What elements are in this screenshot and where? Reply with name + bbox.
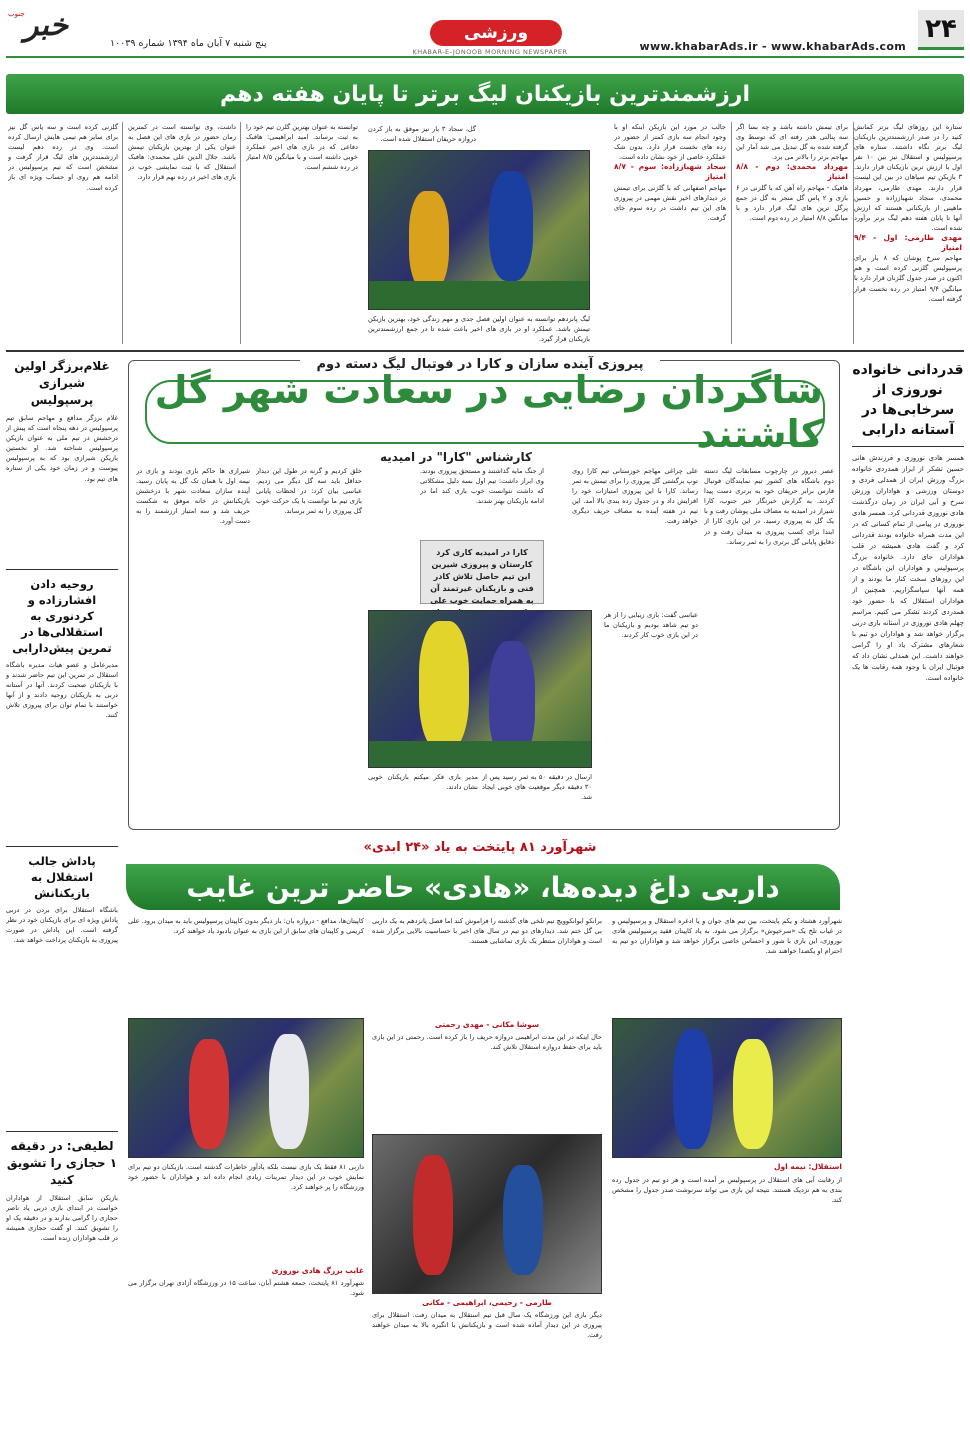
page-number: ۲۴ <box>918 10 964 50</box>
derby-title: داربی داغ دیده‌ها، «هادی» حاضر ترین غایب <box>126 864 840 910</box>
top-col-5: لیگ پانزدهم توانسته به عنوان اولین فصل جدی و مهم زندگی خود، بهترین بازیکن تیمش باشد. عملکرد او در بازی های اخیر باعث شده تا در جمع ارزشمندترین بازیکنان قرار گیرد. <box>368 315 590 344</box>
derby-sub1: استقلال: نیمه اول <box>773 1162 842 1171</box>
derby-kicker: شهرآورد ۸۱ پایتخت به یاد «۲۴ ابدی» <box>363 840 597 855</box>
side-head-thanks: قدردانی خانواده نوروزی از سرخابی‌ها در آستانه دارابی <box>852 362 964 438</box>
side-head-afsharzadeh: روحیه دادن افشارزاده و کردنوری به استقلالی‌ها در تمرین پیش‌دارابی <box>12 577 112 655</box>
top-col-3: جالب در مورد این بازیکن اینکه او با وجود انجام سه بازی کمتر از حضور در رده های نخست قرار دارد. بدون شک عملکرد خاصی از خود نشان داده است. سجاد شهباززاده: سوم - ۸/۷ امتیاز مهاجم اصفهانی که با گلزنی برای تیمش در دیدارهای اخیر نقش مهمی در پیروزی های این تیم داشت در رده سوم جای گرفت. <box>614 123 726 222</box>
side-head-latifi: لطیفی: در دقیقه ۱ حجازی را تشویق کنید <box>6 1139 118 1187</box>
divider <box>122 122 123 344</box>
left-side-column <box>6 356 118 1431</box>
paper-subtitle: KHABAR-E-JONOOB MORNING NEWSPAPER <box>412 48 568 56</box>
section-tab[interactable]: ورزشی <box>430 20 562 46</box>
photo-kara-match <box>368 610 592 768</box>
site-urls[interactable]: www.khabarAds.ir - www.khabarAds.com <box>639 40 906 53</box>
banner-most-valuable: ارزشمندترین بازیکنان لیگ برتر تا پایان هفته دهم <box>6 74 964 114</box>
photo-derby-1 <box>612 1018 842 1158</box>
derby-sub2: طارمی - رحیمی، ابراهیمی - مکانی <box>422 1298 552 1307</box>
main-col-7: مدیر بازی فکر میکنم بازیکنان خوبی نشان دادند. <box>368 773 478 792</box>
derby-col-4: دیگر بازی این ورزشگاه یک سال قبل تیم استقلال به میدان رفت. استقلال برای پیروزی در این دیدار آماده شده است و بازیکنانش با انگیزه بالا به میدان خواهند رفت. <box>372 1311 602 1340</box>
main-col-6: عباسی گفت: بازی زیبایی را از هر دو تیم شاهد بودیم و بازیکنان ما در این بازی خوب کار کردند. <box>604 611 698 640</box>
photo-derby-old <box>372 1134 602 1294</box>
side-text-bonus: باشگاه استقلال برای بردن در دربی پاداش ویژه ای برای بازیکنان خود در نظر گرفته است. این پاداش در صورت پیروزی به بازیکنان پرداخت خواهد شد. <box>6 906 118 945</box>
divider <box>240 122 241 344</box>
top-col1-sub: مهدی طارمی: اول - ۹/۴ امتیاز <box>854 233 962 253</box>
main-col-5: شیرازی ها حاکم بازی بودند و بازی در نیمه اول با همان تک گل به پایان رسید. آینده سازان سعادت شهر با درخشش بازیکنانش در خانه موفق به شکست حریف شد و سه امتیاز ارزشمند را به دست آورد. <box>136 467 250 526</box>
derby-col-2: برانکو ایوانکوویچ تیم تلخی های گذشته را فراموش کند اما فصل پانزدهم به یک داربی بی گل ختم شد. دیدارهای دو تیم در سال های اخیر با حساسیت بالایی برگزار شده است و هواداران منتظر یک بازی تماشایی هستند. <box>372 917 602 946</box>
main-col-1: عصر دیروز در چارچوب مسابقات لیگ دسته دوم باشگاه های کشور تیم نمایندگان فوتبال فارس برابر حریفان خود به برتری دست پیدا کردند. به گزارش خبرنگار خبر جنوب، کارا شیراز در امیدیه به مصاف ملی پوشان رفت و با یک گل به پیروزی رسید. در این بازی کارا از ابتدا برای کسب پیروزی به میدان رفت و در دقایق پایانی گل برتری را به ثمر رساند. <box>704 467 834 546</box>
derby-col-7: شهرآورد ۸۱ پایتخت، جمعه هشتم آبان، ساعت ۱۵ در ورزشگاه آزادی تهران برگزار می شود. <box>128 1279 364 1298</box>
top-col-6: توانسته به عنوان بهترین گلزن تیم خود را به ثبت برساند. امید ابراهیمی: هافبک دفاعی که در بازی های اخیر عملکرد خوبی داشته است و با میانگین ۸/۵ امتیاز در رده ششم است. <box>246 123 358 172</box>
photo-esteghlal-match <box>368 150 590 310</box>
side-text-afsharzadeh: مدیرعامل و عضو هیات مدیره باشگاه استقلال در تمرین این تیم حاضر شدند و با بازیکنان صحبت کردند. آنها در آستانه دربی به بازیکنان روحیه دادند و از آنها خواستند با تمام توان برای پیروزی تلاش کنند. <box>6 661 118 720</box>
logo-small: جنوب <box>8 10 25 18</box>
photo-derby-2 <box>128 1018 364 1158</box>
top-col2-sub: مهرداد محمدی: دوم - ۸/۸ امتیاز <box>736 162 848 182</box>
top-col-4: گل، سجاد ۳ بار نیز موفق به باز کردن دروازه حریفان استقلال شده است. <box>368 125 476 144</box>
issue-line: پنج شنبه ۷ آبان ماه ۱۳۹۴ شماره ۱۰۰۳۹ <box>110 38 267 49</box>
top-col-5a <box>482 124 590 148</box>
main-col-3: از جنگ مایه گذاشتند و مستحق پیروزی بودند. وی ابراز داشت: تیم اول بسه دلیل مشکلاتی که داشت نتوانست خوب بازی کند اما در ادامه بازیکنان بهتر شدند. <box>420 467 544 506</box>
derby-col-6: داربی ۸۱ فقط یک بازی نیست بلکه یادآور خاطرات گذشته است. بازیکنان دو تیم برای نمایش خوب در این دیدار تمرینات زیادی انجام داده اند و هواداران با حضور خود ورزشگاه را پر خواهند کرد. <box>128 1163 364 1192</box>
main-kicker: پیروزی آینده سازان و کارا در فوتبال لیگ دسته دوم <box>300 357 660 372</box>
derby-col-1: شهرآورد هشتاد و یکم پایتخت، بین تیم های جوان و یا ادغره استقلال و پرسپولیس و در غیاب تلخ یک «سرخپوش» برگزار می شود. به یاد کاپیتان فقید پرسپولیس هادی نوروزی، این بازی با شور و احساس خاصی برگزار خواهد شد و هواداران دو تیم به احترام او یکصدا خواهند شد. <box>612 917 842 956</box>
side-text-barzegar: غلام برزگر مدافع و مهاجم سابق تیم پرسپولیس در دهه پنجاه است که پیش از درخشش در تیم ملی به عنوان بازیکن پرسپولیس شناخته شد. او نخستین بازیکن شیرازی بود که به پرسپولیس پیوست و در زمان خود یکی از ستاره های تیم بود. <box>6 414 118 483</box>
main-byline: کارشناس "کارا" در امیدیه <box>380 450 532 464</box>
right-side-column <box>852 356 964 1426</box>
main-title: شاگردان رضایی در سعادت شهر گل کاشتند <box>154 368 823 456</box>
derby-col-8: حال اینکه در این مدت ابراهیمی دروازه حریف را باز کرده است. رحمتی در این بازی باید برای حفظ دروازه استقلال تلاش کند. <box>372 1033 602 1052</box>
main-quote: کارا در امیدیه کاری کرد کارستان و پیروزی شیرین این تیم حاصل تلاش کادر فنی و بازیکنان غیرتمند آن به همراه حمایت خوب علی <box>420 540 544 604</box>
side-text-latifi: بازیکن سابق استقلال از هواداران خواست در ابتدای بازی دربی یاد ناصر حجازی را گرامی بدارند و در دقیقه یک او را تشویق کنند. او گفت حجازی همیشه در قلب هواداران زنده است. <box>6 1194 118 1243</box>
section-divider <box>6 350 964 352</box>
top-col-7: داشت، وی توانسته است در کمترین زمان حضور در بازی های این فصل به عنوان یکی از بهترین بازیکنان تیمش باشد. جلال الدین علی محمدی: هافبک استقلال که با ثبت نمایشی خوب در بازی های اخیر در رده نهم قرار دارد. <box>128 123 236 182</box>
derby-sub3: غایب بزرگ هادی نوروزی <box>271 1266 364 1275</box>
derby-col-3: کاپیتان‌ها، مدافع - دروازه بان: بار دیگر بدون کاپیتان پرسپولیس باید به میدان برود. علی کریمی و کاپیتان های سابق از این بازی به عنوان یادبود یاد خواهند کرد. <box>128 917 364 936</box>
derby-sub4: سوشا مکانی - مهدی رحمتی <box>434 1020 540 1029</box>
derby-col-5: از رقابت آبی های استقلال در پرسپولیس بر آمده است و هر دو تیم در جدول رده بندی به هم نزدیک هستند. نتیجه این بازی می تواند سرنوشت صدر جدول را مشخص کند. <box>612 1176 842 1205</box>
top-col3-sub: سجاد شهباززاده: سوم - ۸/۷ امتیاز <box>614 162 726 182</box>
top-col-2: برای تیمش داشته باشد و چه بسا اگر سه پنالتی هدر رفته ای که توسط وی گرفته شده به گل تبدیل می شد آمار این مهاجم برتر را بالاتر می برد. مهرداد محمدی: دوم - ۸/۸ امتیاز هافبک - مهاجم راه آهن که با گلزنی در ۶ بازی و ۲ پاس گل منجر به گل در جمع پرگل ترین های لیگ قرار دارد و با میانگین ۸/۸ امتیاز در رده دوم است. <box>736 123 848 222</box>
logo-text: خبر <box>24 8 69 43</box>
main-col-2: علی چراغی مهاجم خوزستانی تیم کارا روی توپ برگشتی گل پیروزی را برای تیمش به ثمر رساند. کارا با این پیروزی امتیازات خود را افزایش داد و در جدول رده بندی بالا آمد. این تیم در هفته آینده به مصاف حریف دیگری خواهد رفت. <box>572 467 698 526</box>
side-text-thanks: همسر هادی نوروزی و فرزندش هانی حسین تشکر از ابراز همدردی خانواده بزرگ ورزش ایران از همدلی فردی و دوستان ورزشی و هواداران ورزش سرخ و آبی ایران در زمان درگذشت هادی نوروزی قدردانی کرد. همسر هادی نوروزی در پیامی از تمام کسانی که در این مدت همراه خانواده بودند قدردانی کرد و گفت هادی همیشه در قلب هواداران جای دارد. خانواده بزرگ پرسپولیس و هواداران این باشگاه در این روزهای سخت کنار ما بودند و از همه آنها سپاسگزاریم. همچنین از هواداران استقلال که با حضور خود همدردی کردند تشکر می کنیم. مراسم چهلم هادی نوروزی در آستانه بازی دربی برگزار خواهد شد و هواداران دو تیم با شعارهای مشترک یاد او را گرامی خواهند داشت. این همدلی نشان داد که فوتبال ایران با وجود همه رقابت ها یک خانواده است. <box>852 454 964 682</box>
top-col-1: ستاره این روزهای لیگ برتر کمانش کنید را در صدر ارزشمندترین بازیکنان لیگ برتر نگاه داشتند. ستاره های پرسپولیس و استقلال نیز بین ۱۰ نفر اول با ارزش ترین بازیکنان قرار دارند. ۳ بازیکن تیم سپاهان در بین این لیست قرار دارند. مهدی طارمی، مهرداد محمدی، سجاد شهباززاده و حسین ماهینی از بازیکنانی هستند که ارزش آنها تا پایان هفته دهم لیگ برتر برآورد شده است. مهدی طارمی: اول - ۹/۴ امتیاز مهاجم سرخ پوشان که ۸ بار برای پرسپولیس گلزنی کرده است و هم اکنون در صدر جدول گلزنان قرار دارد با میانگین ۹/۴ امتیاز در رده نخست قرار گرفته است. <box>854 123 962 303</box>
main-col-4: خلق کردیم و گرنه در طول این دیدار حداقل باید سه گل دیگر می زدیم. عباسی بیان کرد: در لحظات پایانی بازی تیم ما توانست با یک حرکت خوب گل پیروزی را به ثمر برساند. <box>256 467 362 516</box>
side-head-bonus: پاداش جالب استقلال به بازیکنانش <box>28 854 96 900</box>
divider <box>731 122 732 344</box>
main-title-frame <box>145 368 825 456</box>
top-col-8: گلزنی کرده است و سه پاس گل نیز برای سایر هم تیمی هایش ارسال کرده است. وی در رده دهم لیست ارزشمندترین های لیگ قرار گرفت و مشخص است که تیم پرسپولیس در ادامه هم روی او حساب ویژه ای باز کرده است. <box>8 123 118 192</box>
main-col-8: ارسال در دقیقه ۵۰ به ثمر رسید پس از ۳۰ دقیقه دیگر موقعیت های خوبی ایجاد شد. <box>482 773 592 802</box>
newspaper-logo <box>8 6 108 50</box>
divider <box>853 122 854 344</box>
side-head-barzegar: غلام‌برزگر اولین شیرازی پرسپولیس <box>14 359 110 407</box>
